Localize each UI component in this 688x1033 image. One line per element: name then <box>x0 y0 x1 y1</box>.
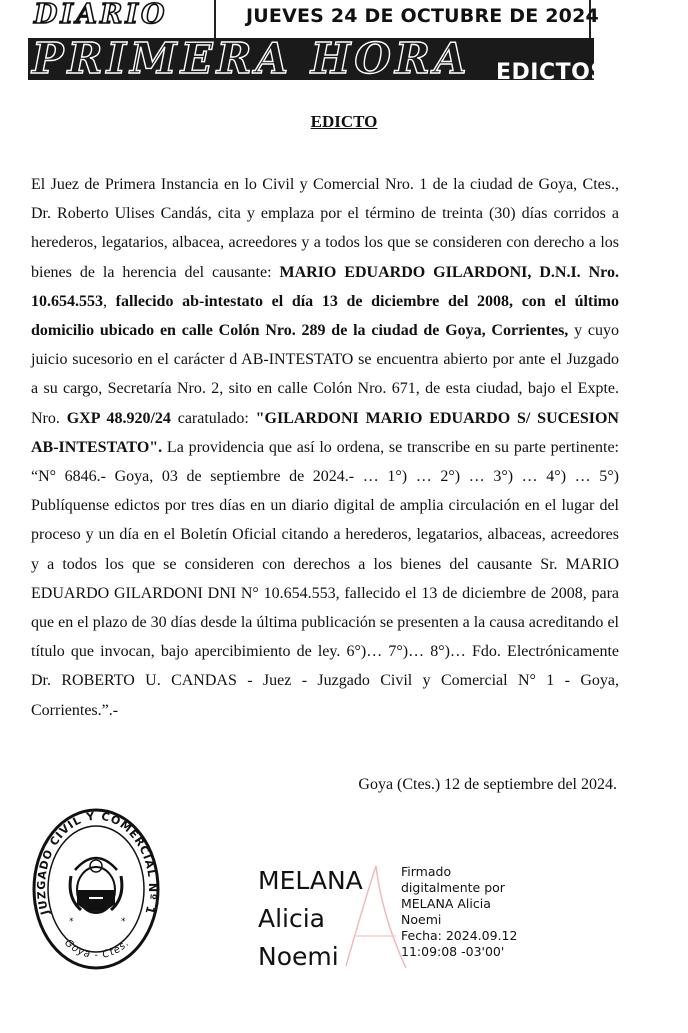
signer-name-line: Noemi <box>258 942 339 971</box>
svg-text:*: * <box>69 917 74 927</box>
signer-name <box>258 862 363 976</box>
edicto-title: EDICTO <box>310 112 378 131</box>
masthead-bar <box>28 34 607 85</box>
signature-detail-line: 11:09:08 -03'00' <box>401 944 505 959</box>
body-text-part: La providencia que así lo ordena, se transcribe en su parte pertinente: “N° 6846.- Goya, 03 de septiembre de 2024.- … 1°) … 2°) … 3°) … 4°) … 5°) Publíquense edictos por tres días en un diario digital de amplia circulación en el lugar del proceso y un día en el Boletín Oficial citando a herederos, legatarios, albaceas, acreedores y a todos los que se consideren con derechos a los bienes del causante Sr. MARIO EDUARDO GILARDONI DNI N° 10.654.553, fallecido el 13 de diciembre de 2008, para que en el plazo de 30 días desde la última publicación se presenten a la causa acreditando el título que invocan, bajo apercibimiento de ley. 6°)… 7°)… 8°)… Fdo. Electrónicamente Dr. ROBERTO U. CANDAS - Juez - Juzgado Civil y Comercial N° 1 - Goya, Corrientes.”.- <box>31 438 619 719</box>
publication-date: JUEVES 24 DE OCTUBRE DE 2024 <box>246 5 599 27</box>
court-seal <box>31 806 161 972</box>
seal-arc-text: JUZGADO CIVIL Y COMERCIAL Nº 1 <box>34 809 160 917</box>
body-text-part: caratulado: <box>170 409 256 427</box>
body-text-part: El Juez de Primera Instancia en lo Civil y Comercial Nro. 1 de la ciudad de Goya, Ctes., Dr. Roberto Ulises Candás, cita y emplaza por el término de treinta (30) días corridos a herederos, legatarios, albacea, acreedores y a todos los que se consideren con derecho a los bienes de la herencia del causante: <box>31 176 619 281</box>
body-text-part: , <box>103 292 116 310</box>
signature-detail-line: Noemi <box>401 912 442 927</box>
body-bold-fallecido: fallecido ab-intestato el día 13 de diciembre del 2008, con el último domicilio ubicado en calle Colón Nro. 289 de la ciudad de Goya, Corrientes, <box>31 292 620 340</box>
signer-name-line: MELANA <box>258 866 363 895</box>
signature-detail-line: Firmado <box>401 864 452 879</box>
coat-of-arms-icon <box>70 858 122 913</box>
body-text-part: y cuyo juicio sucesorio en el carácter d AB-INTESTATO se encuentra abierto por ante el Juzgado a su cargo, Secretaría Nro. 2, sito en calle Colón Nro. 671, de esta ciudad, bajo el Expte. Nro. <box>31 322 619 427</box>
digital-signature-details <box>401 864 517 960</box>
signature-detail-line: MELANA Alicia <box>401 896 491 911</box>
signature-detail-line: Fecha: 2024.09.12 <box>401 928 518 943</box>
masthead-diario: DIARIO <box>34 0 168 30</box>
place-date-signoff: Goya (Ctes.) 12 de septiembre del 2024. <box>358 776 617 793</box>
signature-detail-line: digitalmente por <box>401 880 505 895</box>
masthead-primera-hora: PRIMERA HORA <box>32 34 471 83</box>
seal-bottom-text: Goya - Ctes. <box>62 937 132 962</box>
body-bold-expediente: GXP 48.920/24 <box>66 409 171 427</box>
newspaper-header <box>0 0 654 85</box>
svg-text:Goya - Ctes. <box>62 937 132 961</box>
signer-name-line: Alicia <box>258 904 326 933</box>
body-bold-caratula: "GILARDONI MARIO EDUARDO S/ SUCESION AB-INTESTATO". <box>31 409 619 456</box>
svg-text:*: * <box>121 917 126 927</box>
section-label: EDICTOS <box>496 60 607 85</box>
body-bold-causante: MARIO EDUARDO GILARDONI, D.N.I. Nro. 10.654.553 <box>31 263 619 310</box>
edicto-body <box>31 170 619 725</box>
